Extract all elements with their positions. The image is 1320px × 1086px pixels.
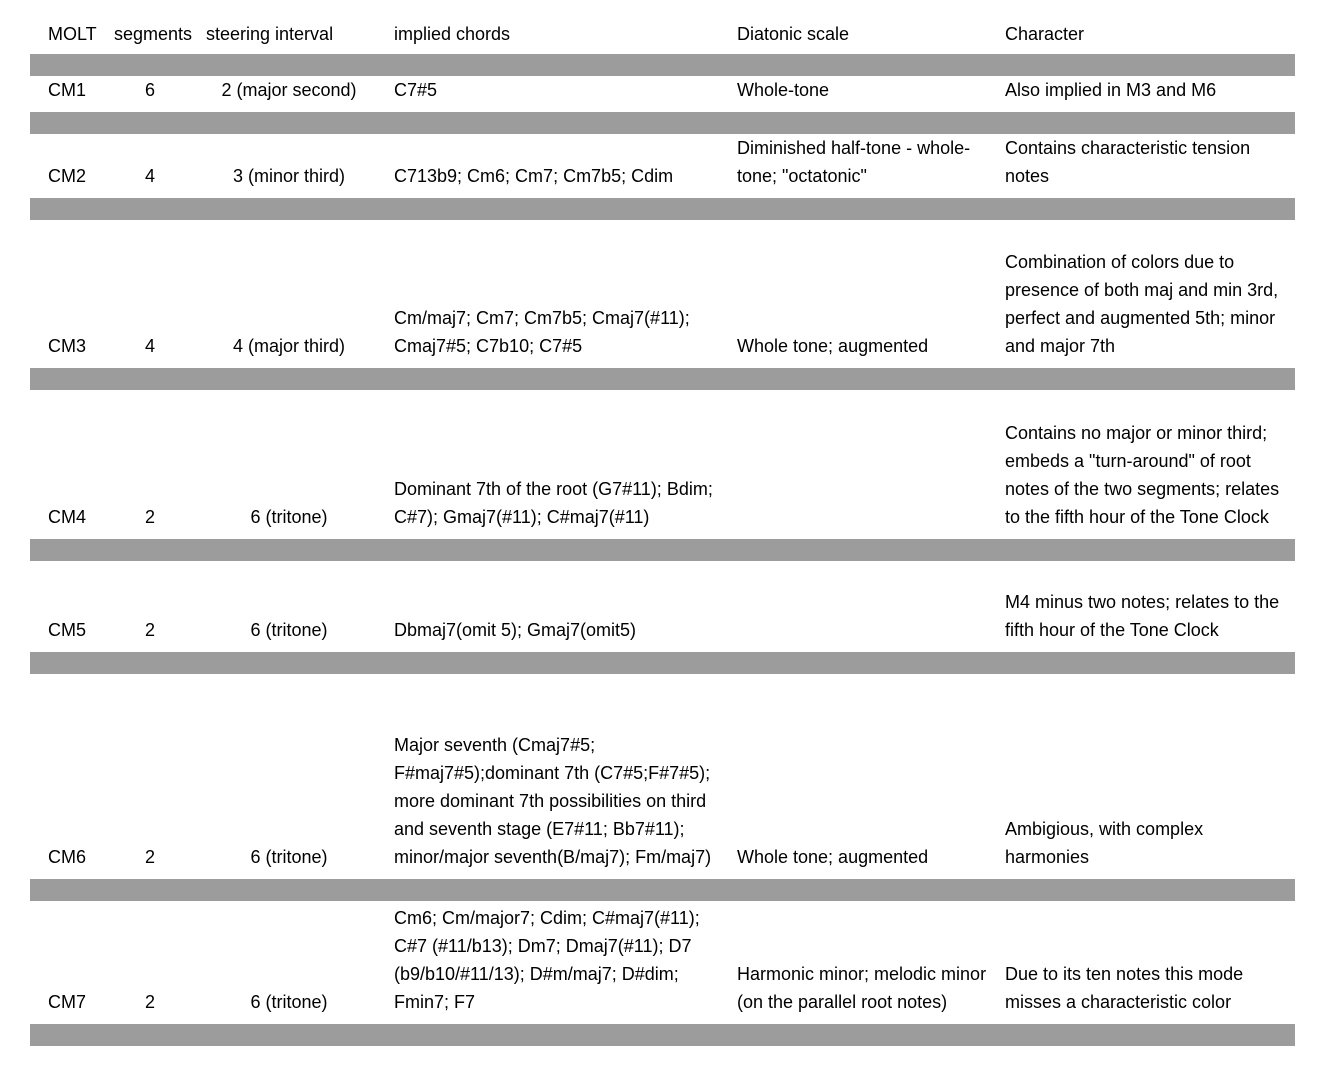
separator-bar: [30, 539, 1295, 561]
col-header-segments: segments: [114, 24, 193, 44]
cell-character: Combination of colors due to presence of both maj and min 3rd, perfect and augmented 5th; minor and major 7th: [1005, 252, 1279, 356]
molt-table: [30, 18, 1295, 1046]
cell-molt: CM3: [48, 336, 87, 356]
cell-diatonic-scale: Whole tone; augmented: [737, 336, 929, 356]
table-row-cm2: [30, 134, 1295, 198]
separator-bar: [30, 198, 1295, 220]
cell-character: M4 minus two notes; relates to the fifth hour of the Tone Clock: [1005, 592, 1280, 640]
cell-steering-interval: 3 (minor third): [232, 166, 346, 186]
separator-bar: [30, 1024, 1295, 1046]
separator-row: [30, 198, 1295, 220]
separator-row: [30, 879, 1295, 901]
cell-segments: 4: [144, 336, 155, 356]
col-header-diatonic-scale: Diatonic scale: [737, 24, 850, 44]
cell-steering-interval: 2 (major second): [221, 80, 357, 100]
col-header-implied-chords: implied chords: [394, 24, 511, 44]
cell-segments: 2: [144, 620, 155, 640]
cell-segments: 2: [144, 847, 155, 867]
cell-implied-chords: Cm6; Cm/major7; Cdim; C#maj7(#11); C#7 (#11/b13); Dm7; Dmaj7(#11); D7 (b9/b10/#11/13); D#m/maj7; D#dim; Fmin7; F7: [394, 908, 700, 1012]
cell-molt: CM5: [48, 620, 87, 640]
separator-row: [30, 368, 1295, 390]
cell-molt: CM1: [48, 80, 87, 100]
cell-molt: CM6: [48, 847, 87, 867]
cell-implied-chords: C7#5: [394, 80, 438, 100]
cell-molt: CM4: [48, 507, 87, 527]
cell-segments: 4: [144, 166, 155, 186]
separator-bar: [30, 368, 1295, 390]
col-header-character: Character: [1005, 24, 1085, 44]
cell-character: Contains no major or minor third; embeds a "turn-around" of root notes of the two segments; relates to the fifth hour of the Tone Clock: [1005, 423, 1280, 527]
table-row-cm1: [30, 76, 1295, 112]
table-row-cm3: [30, 220, 1295, 368]
cell-diatonic-scale: [730, 390, 998, 539]
cell-steering-interval: 4 (major third): [232, 336, 346, 356]
separator-row: [30, 1024, 1295, 1046]
col-header-steering-interval: steering interval: [206, 24, 334, 44]
separator-bar: [30, 54, 1295, 76]
cell-molt: CM2: [48, 166, 87, 186]
cell-implied-chords: Dominant 7th of the root (G7#11); Bdim; C#7); Gmaj7(#11); C#maj7(#11): [394, 479, 713, 527]
table-row-cm6: [30, 674, 1295, 879]
separator-bar: [30, 879, 1295, 901]
cell-segments: 2: [144, 507, 155, 527]
cell-steering-interval: 6 (tritone): [250, 847, 328, 867]
header-row: [30, 18, 1295, 54]
table-row-cm5: [30, 561, 1295, 652]
col-header-molt: MOLT: [48, 24, 97, 44]
cell-character: Ambigious, with complex harmonies: [1005, 819, 1204, 867]
separator-row: [30, 539, 1295, 561]
cell-diatonic-scale: Diminished half-tone - whole-tone; "octatonic": [737, 138, 971, 186]
cell-diatonic-scale: Harmonic minor; melodic minor (on the parallel root notes): [737, 964, 987, 1012]
separator-bar: [30, 652, 1295, 674]
separator-row: [30, 652, 1295, 674]
cell-character: Due to its ten notes this mode misses a characteristic color: [1005, 964, 1244, 1012]
cell-implied-chords: C713b9; Cm6; Cm7; Cm7b5; Cdim: [394, 166, 674, 186]
cell-character: Contains characteristic tension notes: [1005, 138, 1251, 186]
cell-implied-chords: Dbmaj7(omit 5); Gmaj7(omit5): [394, 620, 637, 640]
table-row-cm4: [30, 390, 1295, 539]
cell-molt: CM7: [48, 992, 87, 1012]
separator-bar: [30, 112, 1295, 134]
cell-segments: 6: [144, 80, 155, 100]
separator-row: [30, 54, 1295, 76]
cell-implied-chords: Major seventh (Cmaj7#5; F#maj7#5);dominant 7th (C7#5;F#7#5); more dominant 7th possibilities on third and seventh stage (E7#11; Bb7#11); minor/major seventh(B/maj7); Fm/maj7): [394, 735, 712, 867]
cell-segments: 2: [144, 992, 155, 1012]
cell-diatonic-scale: Whole-tone: [737, 80, 830, 100]
cell-diatonic-scale: Whole tone; augmented: [737, 847, 929, 867]
separator-row: [30, 112, 1295, 134]
cell-steering-interval: 6 (tritone): [250, 507, 328, 527]
cell-diatonic-scale: [730, 561, 998, 652]
cell-steering-interval: 6 (tritone): [250, 620, 328, 640]
cell-character: Also implied in M3 and M6: [1005, 80, 1217, 100]
cell-steering-interval: 6 (tritone): [250, 992, 328, 1012]
table-row-cm7: [30, 901, 1295, 1024]
cell-implied-chords: Cm/maj7; Cm7; Cm7b5; Cmaj7(#11); Cmaj7#5; C7b10; C7#5: [394, 308, 690, 356]
